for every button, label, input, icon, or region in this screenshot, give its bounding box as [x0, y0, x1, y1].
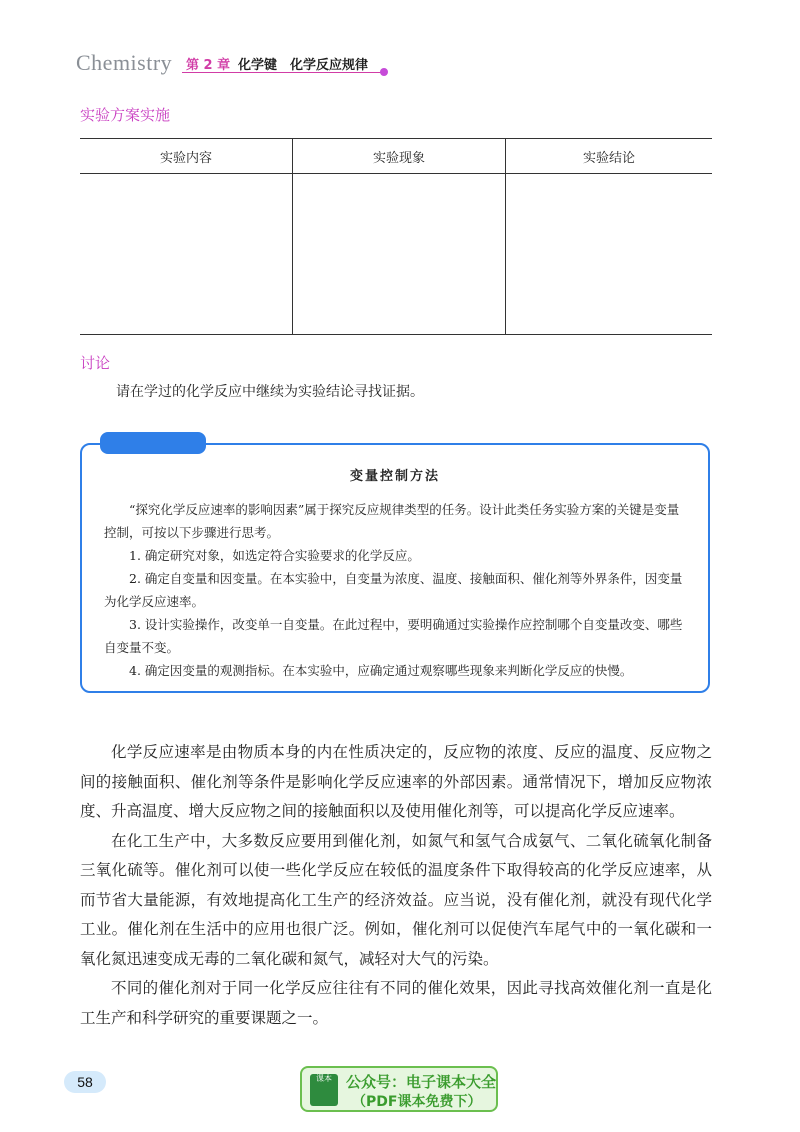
watermark-line-1: 公众号：电子课本大全 [346, 1073, 497, 1091]
header-title: 化学键 化学反应规律 [238, 58, 369, 73]
method-box-step-4: 4. 确定因变量的观测指标。在本实验中，应确定通过观察哪些现象来判断化学反应的快慢。 [129, 663, 633, 678]
method-box-paragraph: “探究化学反应速率的影响因素”属于探究反应规律类型的任务。设计此类任务实验方案的关键是变量控制，可按以下步骤进行思考。 [104, 502, 680, 540]
experiment-section-title: 实验方案实施 [80, 106, 171, 124]
experiment-table [80, 138, 712, 335]
table-cell-phenomenon [293, 174, 506, 335]
method-box-step-3: 3. 设计实验操作，改变单一自变量。在此过程中，要明确通过实验操作应控制哪个自变量改变、哪些自变量不变。 [104, 617, 683, 655]
table-header-content: 实验内容 [80, 139, 293, 174]
method-box-title: 变量控制方法 [349, 469, 440, 484]
discussion-text: 请在学过的化学反应中继续为实验结论寻找证据。 [116, 384, 424, 400]
table-header-conclusion: 实验结论 [506, 139, 713, 174]
table-row [80, 174, 712, 335]
method-box [80, 443, 710, 693]
table-cell-conclusion [506, 174, 713, 335]
body-paragraph-2: 在化工生产中，大多数反应要用到催化剂，如氮气和氢气合成氨气、二氧化硫氧化制备三氧化硫等。催化剂可以使一些化学反应在较低的温度条件下取得较高的化学反应速率，从而节省大量能源，有效地提高化工生产的经济效益。应当说，没有催化剂，就没有现代化学工业。催化剂在生活中的应用也很广泛。例如，催化剂可以促使汽车尾气中的一氧化碳和一氧化氮迅速变成无毒的二氧化碳和氮气，减轻对大气的污染。 [80, 831, 712, 968]
method-box-step-2: 2. 确定自变量和因变量。在本实验中，自变量为浓度、温度、接触面积、催化剂等外界条件，因变量为化学反应速率。 [104, 571, 683, 609]
body-text [80, 738, 712, 1033]
header-dot [380, 68, 388, 76]
watermark-line-2: （PDF课本免费下） [352, 1094, 482, 1110]
discussion-title: 讨论 [80, 354, 111, 372]
body-paragraph-3: 不同的催化剂对于同一化学反应往往有不同的催化效果，因此寻找高效催化剂一直是化工生产和科学研究的重要课题之一。 [80, 979, 712, 1027]
header-chapter: 第 2 章 [186, 58, 231, 73]
book-icon: 课本 [310, 1074, 338, 1106]
table-header-phenomenon: 实验现象 [293, 139, 506, 174]
table-cell-content [80, 174, 293, 335]
method-box-step-1: 1. 确定研究对象，如选定符合实验要求的化学反应。 [129, 548, 420, 563]
header-subject: Chemistry [76, 50, 173, 75]
page-number: 58 [64, 1071, 106, 1093]
header-underline [182, 72, 382, 73]
watermark-badge [300, 1066, 498, 1112]
body-paragraph-1: 化学反应速率是由物质本身的内在性质决定的，反应物的浓度、反应的温度、反应物之间的接触面积、催化剂等条件是影响化学反应速率的外部因素。通常情况下，增加反应物浓度、升高温度、增大反应物之间的接触面积以及使用催化剂等，可以提高化学反应速率。 [80, 743, 712, 820]
